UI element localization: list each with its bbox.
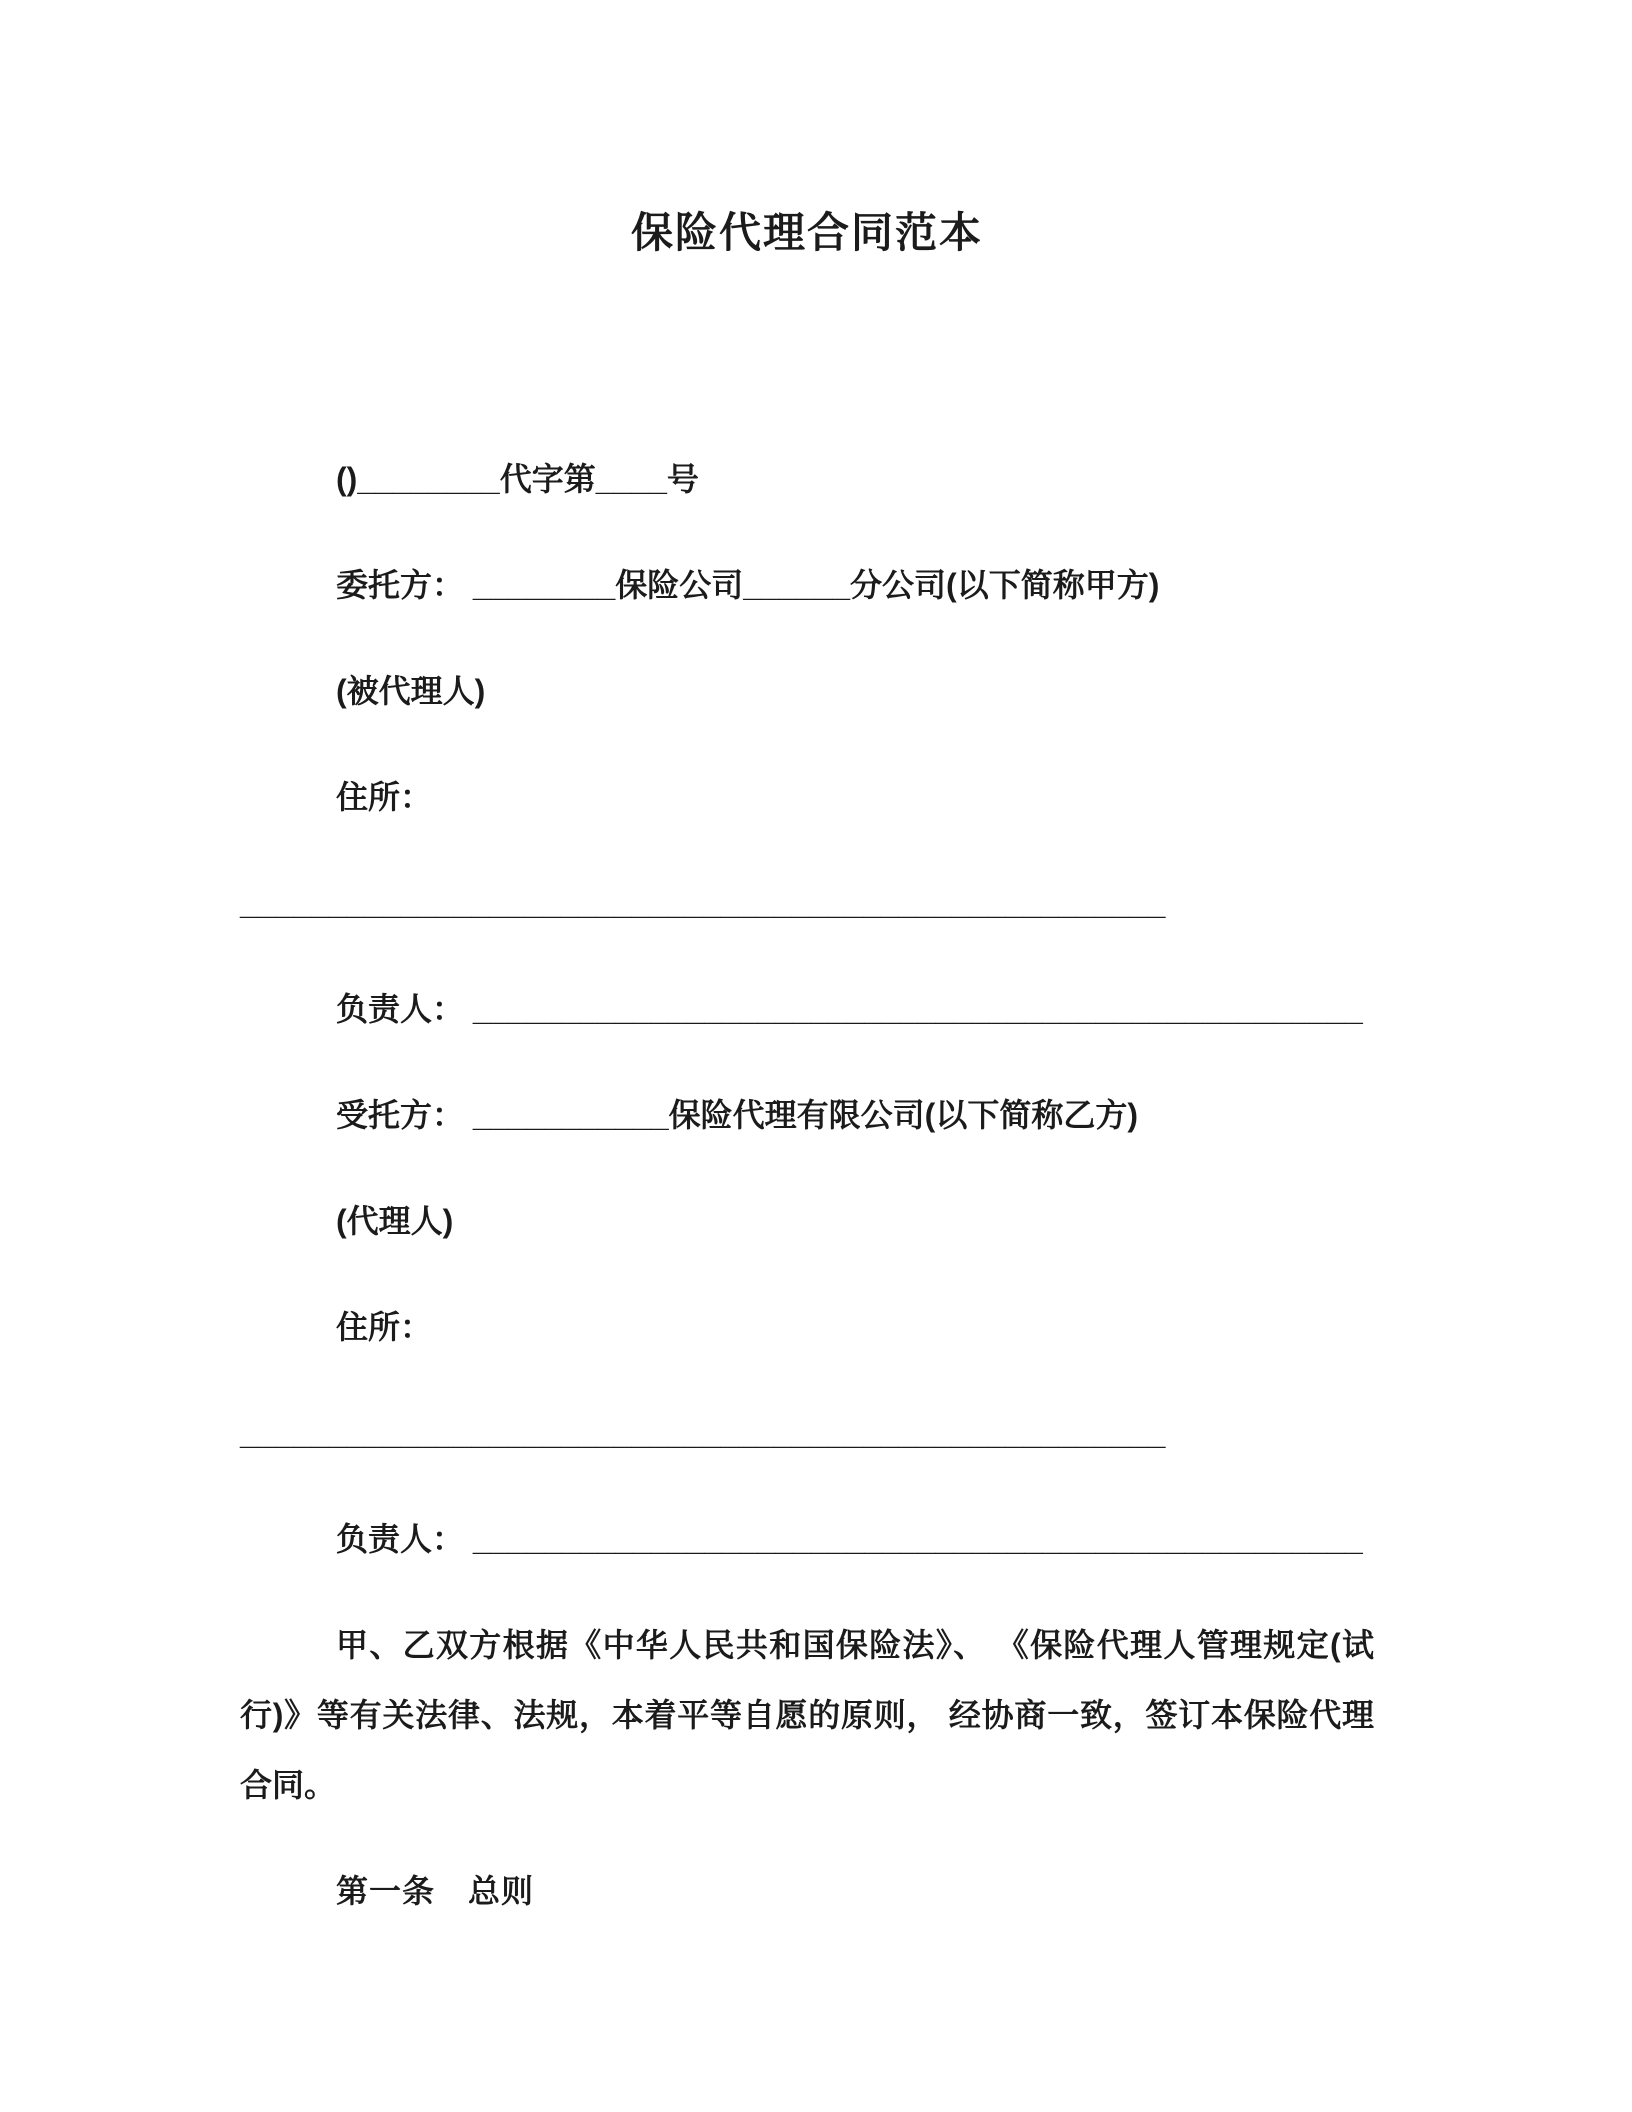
blank-underline-a: ____________________________________________________ — [240, 885, 1166, 922]
preamble-paragraph: 甲、乙双方根据《中华人民共和国保险法》、 《保险代理人管理规定(试行)》等有关法律、法规，本着平等自愿的原则， 经协商一致，签订本保险代理合同。 — [240, 1627, 1374, 1804]
article-1-heading: 第一条 总则 — [336, 1873, 535, 1910]
responsible-person-line-a: 负责人： __________________________________________________ — [336, 991, 1363, 1028]
entrusted-party-line: 受托方： ___________保险代理有限公司(以下简称乙方) — [336, 1097, 1138, 1134]
blank-underline-b: ____________________________________________________ — [240, 1415, 1166, 1452]
document-title: 保险代理合同范本 — [630, 209, 983, 256]
address-label-line-a: 住所： — [336, 779, 433, 816]
address-label-line-b: 住所： — [336, 1309, 433, 1346]
principal-label-line: (被代理人) — [336, 673, 486, 710]
entrusting-party-line: 委托方： ________保险公司______分公司(以下简称甲方) — [336, 567, 1160, 604]
agent-label-line: (代理人) — [336, 1203, 454, 1240]
serial-number-line: ()________代字第____号 — [336, 461, 699, 498]
responsible-person-line-b: 负责人： __________________________________________________ — [336, 1521, 1363, 1558]
